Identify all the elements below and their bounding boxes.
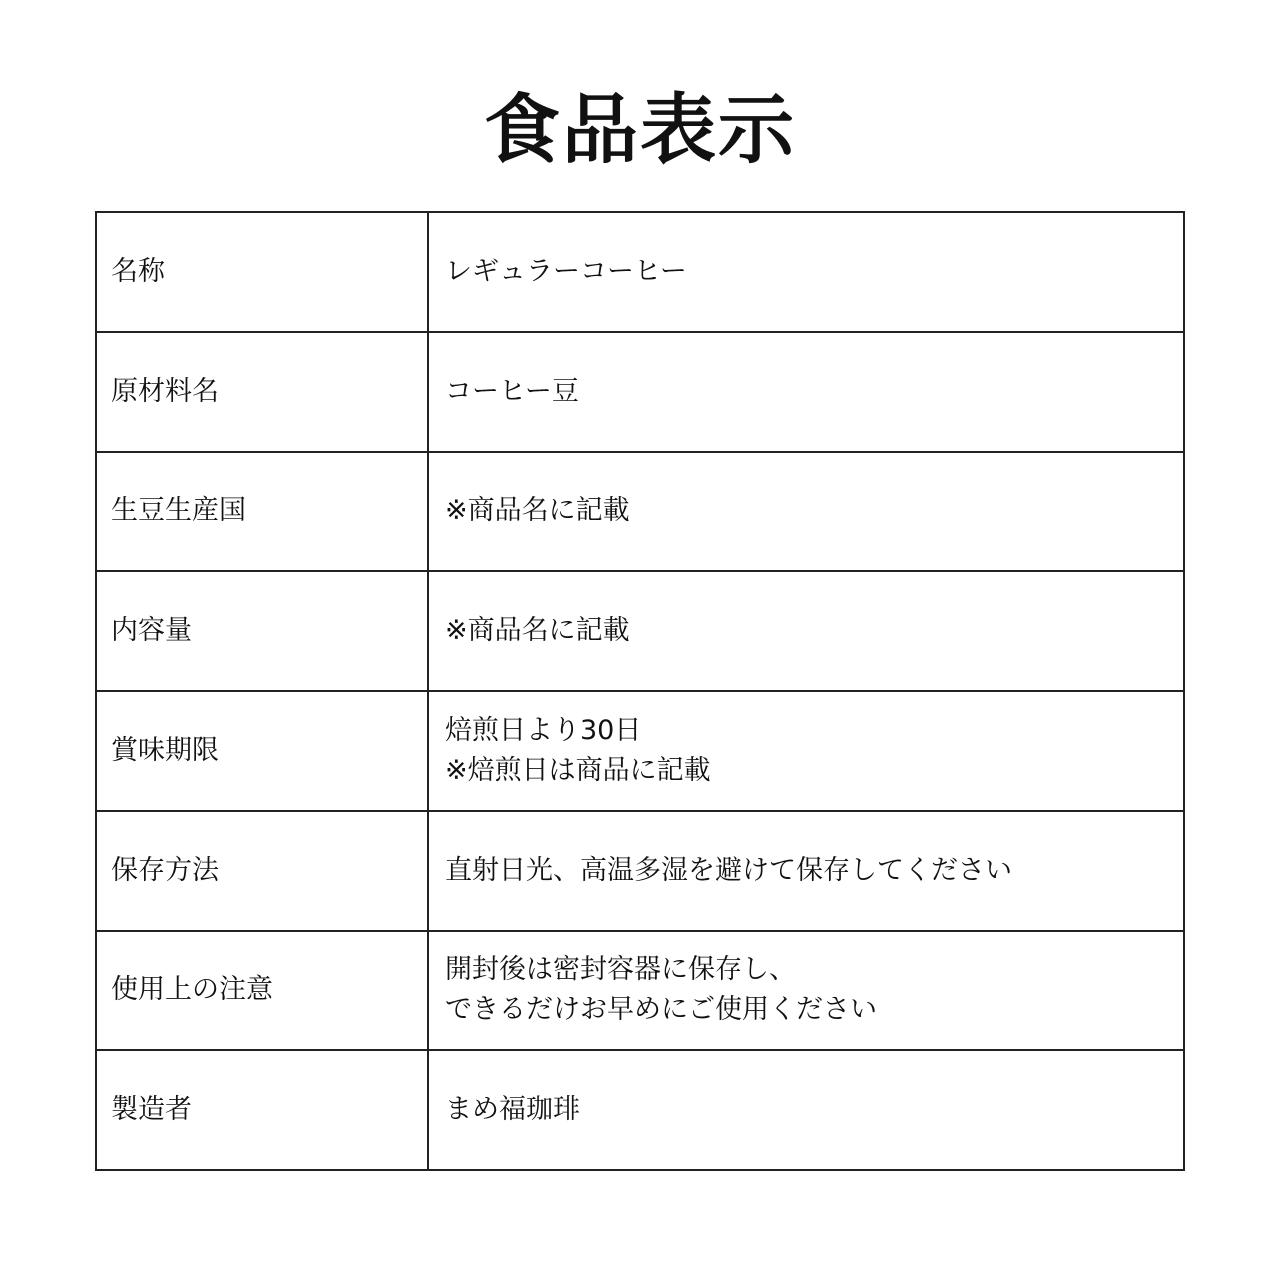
value-line: ※商品名に記載	[445, 495, 630, 527]
row-value	[428, 691, 1184, 811]
row-value	[428, 1050, 1184, 1170]
row-value	[428, 931, 1184, 1051]
value-line: コーヒー豆	[445, 375, 579, 407]
table-row-ingredients	[96, 332, 1184, 452]
row-label: 名称	[96, 212, 428, 332]
row-label: 使用上の注意	[96, 931, 428, 1051]
row-label: 内容量	[96, 571, 428, 691]
row-label: 原材料名	[96, 332, 428, 452]
food-label-table	[95, 211, 1185, 1171]
row-value	[428, 571, 1184, 691]
table-row-content-amount	[96, 571, 1184, 691]
value-line: できるだけお早めにご使用ください	[445, 994, 877, 1026]
value-line: ※焙煎日は商品に記載	[445, 754, 711, 786]
table-row-best-before	[96, 691, 1184, 811]
row-value	[428, 452, 1184, 572]
table-row-usage-notes	[96, 931, 1184, 1051]
value-line: まめ福珈琲	[445, 1094, 580, 1126]
row-label: 製造者	[96, 1050, 428, 1170]
table-row-storage	[96, 811, 1184, 931]
row-value	[428, 811, 1184, 931]
row-label: 生豆生産国	[96, 452, 428, 572]
row-label: 保存方法	[96, 811, 428, 931]
value-line: レギュラーコーヒー	[445, 255, 687, 287]
value-line: ※商品名に記載	[445, 615, 630, 647]
value-line: 直射日光、高温多湿を避けて保存してください	[445, 854, 1012, 886]
table-row-manufacturer	[96, 1050, 1184, 1170]
value-line: 開封後は密封容器に保存し、	[445, 954, 796, 986]
table-row-name	[96, 212, 1184, 332]
row-value	[428, 332, 1184, 452]
row-value	[428, 212, 1184, 332]
page-title: 食品表示	[484, 85, 796, 174]
table-row-origin	[96, 452, 1184, 572]
row-label: 賞味期限	[96, 691, 428, 811]
value-line: 焙煎日より30日	[445, 714, 642, 746]
